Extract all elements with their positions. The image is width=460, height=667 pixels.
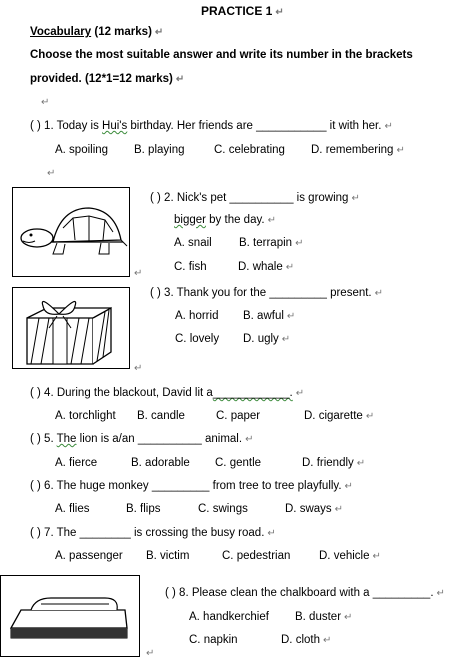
q3-option-a: A. horrid [175,310,219,322]
q5-option-c: C. gentle [215,457,262,469]
q1-option-a: A. spoiling [55,144,109,156]
q7-option-a: A. passenger [55,550,123,562]
q3-option-d: D. ugly ↵ [243,333,291,345]
q1-option-b: B. playing [134,144,185,156]
q2-option-a: A. snail [174,237,212,249]
q7-option-d: D. vehicle ↵ [319,550,381,562]
section-heading: Vocabulary (12 marks) ↵ [30,26,164,38]
question-3: ( ) 3. Thank you for the _________ present. ↵ [150,287,384,299]
present-image [12,287,130,369]
question-7: ( ) 7. The ________ is crossing the busy road. ↵ [30,527,276,539]
question-8: ( ) 8. Please clean the chalkboard with a _________. ↵ [165,587,445,599]
q6-option-d: D. sways ↵ [285,503,344,515]
q8-option-b: B. duster ↵ [295,611,353,623]
duster-image [0,575,140,657]
q1-option-d: D. remembering ↵ [311,144,405,156]
terrapin-image [12,187,130,277]
q5-option-b: B. adorable [131,457,190,469]
question-6: ( ) 6. The huge monkey _________ from tree to tree playfully. ↵ [30,480,353,492]
paragraph-mark: ↵ [47,168,56,179]
question-2: ( ) 2. Nick's pet __________ is growing ↵ [150,192,360,204]
q4-option-d: D. cigarette ↵ [304,410,375,422]
q8-option-d: D. cloth ↵ [281,634,332,646]
q4-option-b: B. candle [137,410,185,422]
q4-option-a: A. torchlight [55,410,116,422]
question-1: ( ) 1. Today is Hui's birthday. Her friends are ___________ it with her. ↵ [30,120,393,132]
duster-drawing [1,576,139,656]
instructions-line-2: provided. (12*1=12 marks) ↵ [30,73,185,85]
q6-option-a: A. flies [55,503,90,515]
paragraph-mark: ↵ [41,97,50,108]
q8-option-c: C. napkin [189,634,238,646]
q5-option-a: A. fierce [55,457,98,469]
q7-option-c: C. pedestrian [222,550,291,562]
q3-option-c: C. lovely [175,333,220,345]
q2-option-d: D. whale ↵ [238,261,295,273]
q8-option-a: A. handkerchief [189,611,269,623]
q5-option-d: D. friendly ↵ [302,457,366,469]
question-5: ( ) 5. The lion is a/an __________ animal. ↵ [30,433,254,445]
q3-option-b: B. awful ↵ [243,310,296,322]
q7-option-b: B. victim [146,550,190,562]
q6-option-c: C. swings [198,503,248,515]
instructions-line-1: Choose the most suitable answer and write its number in the brackets [30,49,413,61]
q1-option-c: C. celebrating [214,144,285,156]
question-2-line-2: bigger by the day. ↵ [174,214,276,226]
q4-option-c: C. paper [216,410,261,422]
paragraph-mark: ↵ [146,648,155,659]
page-title: PRACTICE 1 ↵ [201,4,284,18]
gift-box-drawing [13,288,129,368]
terrapin-drawing [13,188,129,276]
paragraph-mark: ↵ [134,363,143,374]
paragraph-mark: ↵ [134,268,143,279]
q6-option-b: B. flips [126,503,161,515]
q2-option-c: C. fish [174,261,207,273]
question-4: ( ) 4. During the blackout, David lit a____________. ↵ [30,387,305,399]
q2-option-b: B. terrapin ↵ [239,237,304,249]
